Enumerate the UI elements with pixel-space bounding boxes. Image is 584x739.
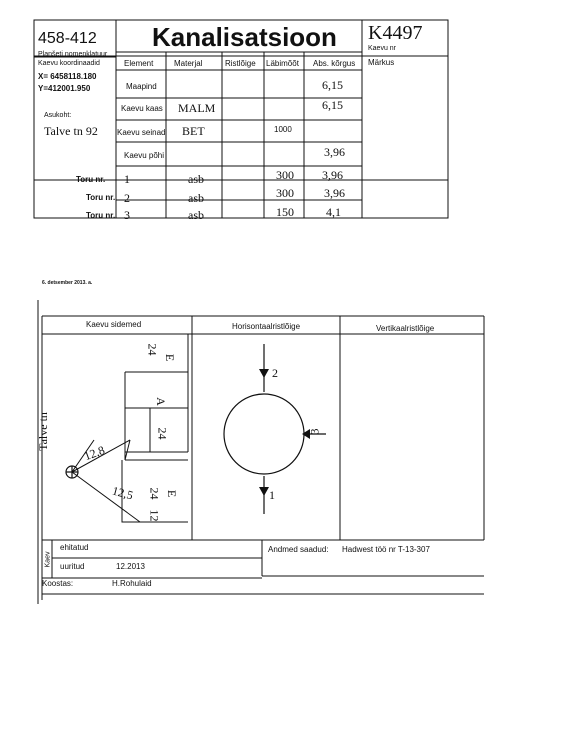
section-connections: Kaevu sidemed: [86, 320, 142, 329]
header-diameter: Läbimõõt: [266, 59, 299, 68]
compiled-label: Koostas:: [42, 579, 74, 588]
built-label: ehitatud: [60, 543, 89, 552]
street-name: Talve tn: [35, 412, 50, 451]
data-from-label: Andmed saadud:: [268, 545, 329, 554]
row-material: MALM: [178, 101, 216, 115]
compiled-value: H.Rohulaid: [112, 579, 152, 588]
pipe-material: asb: [188, 191, 204, 205]
building-number: 24: [145, 343, 160, 356]
section-horizontal: Horisontaalristlõige: [232, 322, 301, 331]
remarks-label: Märkus: [368, 58, 395, 67]
pipe-num: 2: [124, 191, 130, 205]
location-value: Talve tn 92: [44, 124, 98, 138]
x-coord: X= 6458118.180: [38, 72, 97, 81]
sheet-number: 458-412: [38, 30, 97, 47]
building-letter: E: [165, 489, 180, 498]
pipe-diameter: 300: [276, 168, 294, 182]
arrow-label: 2: [272, 366, 278, 380]
pipe-label: Toru nr.: [76, 175, 106, 184]
arrow-label: 3: [307, 428, 322, 435]
header-element: Element: [124, 59, 154, 68]
row-diameter: 1000: [274, 125, 292, 134]
well-number: K4497: [368, 22, 423, 44]
header-height: Abs. kõrgus: [313, 59, 356, 68]
data-from-value: Hadwest töö nr T-13-307: [342, 545, 430, 554]
pipe-diameter: 300: [276, 186, 294, 200]
row-element: Kaevu seinad: [117, 128, 166, 137]
row-height: 6,15: [322, 78, 343, 92]
print-date: 6. detsember 2013. a.: [42, 280, 93, 286]
coords-label: Kaevu koordinaadid: [38, 60, 100, 67]
surveyed-value: 12.2013: [116, 562, 145, 571]
row-element: Kaevu kaas: [121, 104, 163, 113]
surveyed-label: uuritud: [60, 562, 85, 571]
pipe-material: asb: [188, 208, 204, 222]
building-letter: A: [153, 397, 168, 406]
pipe-label: Toru nr.: [86, 211, 116, 220]
header-cross: Ristlõige: [225, 59, 256, 68]
section-vertical: Vertikaalristlõige: [376, 324, 435, 333]
pipe-num: 1: [124, 172, 130, 186]
header-material: Materjal: [174, 59, 203, 68]
y-coord: Y=412001.950: [38, 84, 91, 93]
pipe-height: 3,96: [322, 168, 343, 182]
building-number: 24: [155, 427, 170, 440]
row-height: 3,96: [324, 145, 345, 159]
distance-label: 12,8: [82, 442, 107, 464]
row-height: 6,15: [322, 98, 343, 112]
pipe-material: asb: [188, 172, 204, 186]
distance-label: 12,5: [110, 483, 135, 503]
row-material: BET: [182, 124, 205, 138]
well-label: Kaevu nr: [368, 45, 397, 52]
pipe-diameter: 150: [276, 205, 294, 219]
building-number: 24: [147, 487, 162, 500]
sheet-label: Planšeti nomenklatuur: [38, 51, 108, 58]
arrow-label: 1: [269, 488, 275, 502]
location-label: Asukoht:: [44, 112, 72, 119]
pipe-num: 3: [124, 208, 130, 222]
building-number: E: [163, 353, 178, 362]
row-element: Kaevu põhi: [124, 151, 165, 160]
well-side-label: Kaev: [44, 551, 52, 568]
pipe-height: 3,96: [324, 186, 345, 200]
page-title: Kanalisatsioon: [152, 22, 337, 52]
pipe-label: Toru nr.: [86, 193, 116, 202]
row-element: Maapind: [126, 82, 157, 91]
building-number: 12: [147, 509, 162, 522]
pipe-height: 4,1: [326, 205, 341, 219]
